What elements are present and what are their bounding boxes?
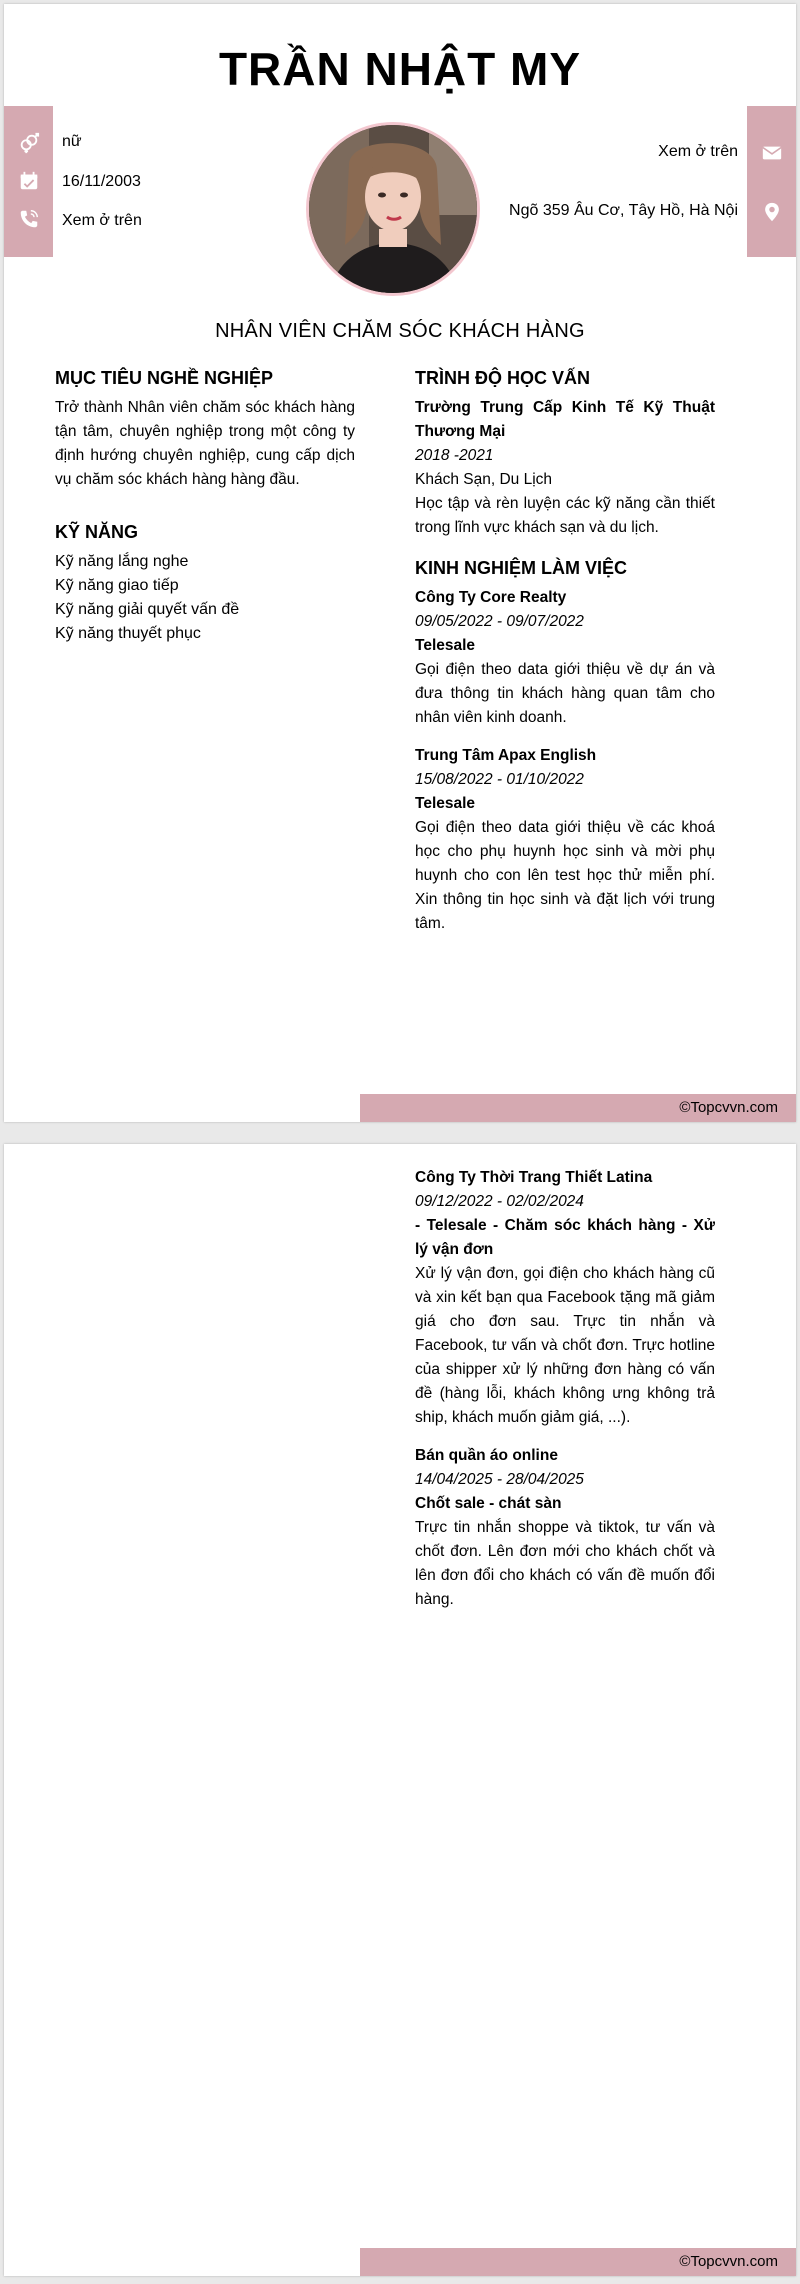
skills-title: KỸ NĂNG	[55, 522, 139, 542]
objective-title: MỤC TIÊU NGHỀ NGHIỆP	[55, 368, 274, 388]
envelope-icon	[747, 136, 796, 170]
birthdate-value: 16/11/2003	[62, 173, 141, 190]
education-major: Khách Sạn, Du Lịch	[415, 471, 553, 488]
footer-bar	[360, 1094, 796, 1122]
avatar-photo	[306, 122, 480, 296]
experience-position: - Telesale - Chăm sóc khách hàng - Xử lý vận đơn	[415, 1217, 715, 1258]
skill-item: Kỹ năng giao tiếp	[55, 577, 179, 594]
experience-company: Công Ty Core Realty	[415, 589, 567, 606]
education-title: TRÌNH ĐỘ HỌC VẤN	[415, 368, 590, 388]
address-value: Ngõ 359 Âu Cơ, Tây Hồ, Hà Nội	[509, 202, 738, 219]
gender-icon	[4, 126, 53, 160]
phone-icon	[4, 202, 53, 236]
phone-value: Xem ở trên	[62, 212, 142, 229]
footer-bar	[360, 2248, 796, 2276]
experience-period: 09/12/2022 - 02/02/2024	[415, 1193, 584, 1210]
left-column	[55, 366, 355, 646]
experience-company: Bán quần áo online	[415, 1447, 558, 1464]
skill-item: Kỹ năng thuyết phục	[55, 625, 201, 642]
objective-text: Trở thành Nhân viên chăm sóc khách hàng tận tâm, chuyên nghiệp trong một công ty định hướng chuyên nghiệp, cung cấp dịch vụ chăm sóc khách hàng hàng đầu.	[55, 399, 355, 488]
education-school: Trường Trung Cấp Kinh Tế Kỹ Thuật Thương Mại	[415, 399, 715, 440]
experience-period: 15/08/2022 - 01/10/2022	[415, 771, 584, 788]
experience-description: Xử lý vận đơn, gọi điện cho khách hàng cũ và xin kết bạn qua Facebook tặng mã giảm giá cho đơn sau. Trực tin nhắn và Facebook, tư vấn và chốt đơn. Trực hotline của shipper xử lý những đơn hàng có vấn đề (hàng lỗi, khách không ưng không trả ship, khách muốn giảm giá, ...).	[415, 1265, 715, 1426]
experience-company: Công Ty Thời Trang Thiết Latina	[415, 1169, 653, 1186]
job-title: NHÂN VIÊN CHĂM SÓC KHÁCH HÀNG	[215, 320, 585, 342]
experience-item	[415, 744, 715, 936]
experience-item	[415, 586, 715, 730]
skill-item: Kỹ năng giải quyết vấn đề	[55, 601, 240, 618]
contact-bar-left	[4, 106, 53, 257]
right-column-continued	[415, 1166, 715, 1612]
experience-position: Telesale	[415, 795, 476, 812]
skill-item: Kỹ năng lắng nghe	[55, 553, 189, 570]
experience-period: 09/05/2022 - 09/07/2022	[415, 613, 584, 630]
experience-description: Gọi điện theo data giới thiệu về các khoá học cho phụ huynh học sinh và mời phụ huynh cho con lên test học thử miễn phí. Xin thông tin học sinh và đặt lịch với trung tâm.	[415, 819, 715, 932]
experience-company: Trung Tâm Apax English	[415, 747, 597, 764]
candidate-name: TRẦN NHẬT MY	[218, 43, 582, 95]
education-period: 2018 -2021	[415, 447, 494, 464]
footer-brand: ©Topcvvn.com	[679, 2253, 778, 2270]
experience-item	[415, 1444, 715, 1612]
map-pin-icon	[747, 195, 796, 229]
gender-value: nữ	[62, 133, 82, 150]
experience-position: Telesale	[415, 637, 476, 654]
footer-brand: ©Topcvvn.com	[679, 1099, 778, 1116]
calendar-icon	[4, 164, 53, 198]
experience-title: KINH NGHIỆM LÀM VIỆC	[415, 558, 628, 578]
experience-description: Trực tin nhắn shoppe và tiktok, tư vấn và chốt đơn. Lên đơn mới cho khách chốt và lên đơn đổi cho khách có vấn đề muốn đổi hàng.	[415, 1519, 715, 1608]
cv-page-1	[4, 4, 796, 1122]
cv-page-2	[4, 1144, 796, 2276]
education-description: Học tập và rèn luyện các kỹ năng cần thiết trong lĩnh vực khách sạn và du lịch.	[415, 495, 715, 536]
experience-description: Gọi điện theo data giới thiệu về dự án và đưa thông tin khách hàng quan tâm cho nhân viên kinh doanh.	[415, 661, 715, 726]
email-value: Xem ở trên	[658, 143, 738, 160]
experience-position: Chốt sale - chát sàn	[415, 1495, 562, 1512]
experience-item	[415, 1166, 715, 1430]
experience-period: 14/04/2025 - 28/04/2025	[415, 1471, 584, 1488]
contact-bar-right	[747, 106, 796, 257]
right-column	[415, 366, 715, 936]
